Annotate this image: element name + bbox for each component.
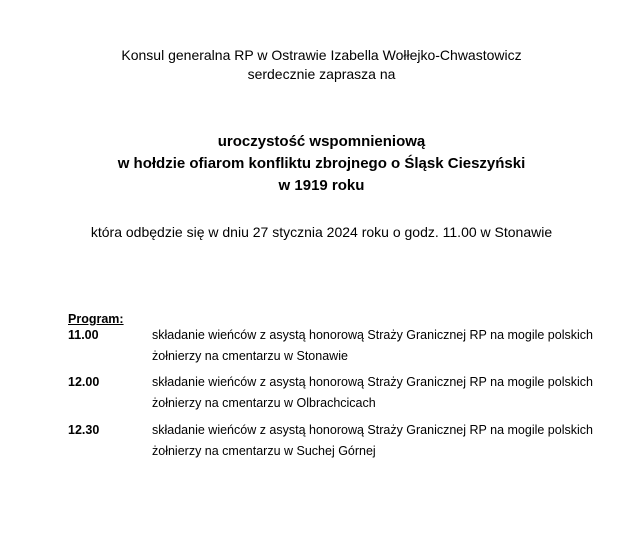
invite-line: serdecznie zaprasza na <box>247 66 396 82</box>
event-title-line-1: uroczystość wspomnieniową <box>217 133 426 150</box>
program-item-time: 12.30 <box>68 423 100 437</box>
program-item-description <box>152 372 622 414</box>
program-item-description <box>152 420 622 462</box>
program-item-line: żołnierzy na cmentarzu w Suchej Górnej <box>152 444 376 458</box>
program-item-time: 12.00 <box>68 375 100 389</box>
program-item-line: żołnierzy na cmentarzu w Olbrachcicach <box>152 396 376 410</box>
event-title-line-2: w hołdzie ofiarom konfliktu zbrojnego o Śląsk Cieszyński <box>117 155 526 172</box>
program-item-time: 11.00 <box>68 328 99 342</box>
program-item-description <box>152 325 622 367</box>
host-line: Konsul generalna RP w Ostrawie Izabella Wołłejko-Chwastowicz <box>121 47 522 63</box>
program-item-line: żołnierzy na cmentarzu w Stonawie <box>152 349 348 363</box>
program-label: Program: <box>68 312 124 326</box>
date-line: która odbędzie się w dniu 27 stycznia 2024 roku o godz. 11.00 w Stonawie <box>90 224 553 240</box>
program-item-line: składanie wieńców z asystą honorową Straży Granicznej RP na mogile polskich <box>152 328 593 342</box>
program-item-line: składanie wieńców z asystą honorową Straży Granicznej RP na mogile polskich <box>152 375 593 389</box>
program-item-line: składanie wieńców z asystą honorową Straży Granicznej RP na mogile polskich <box>152 423 593 437</box>
event-title-line-3: w 1919 roku <box>278 177 365 194</box>
